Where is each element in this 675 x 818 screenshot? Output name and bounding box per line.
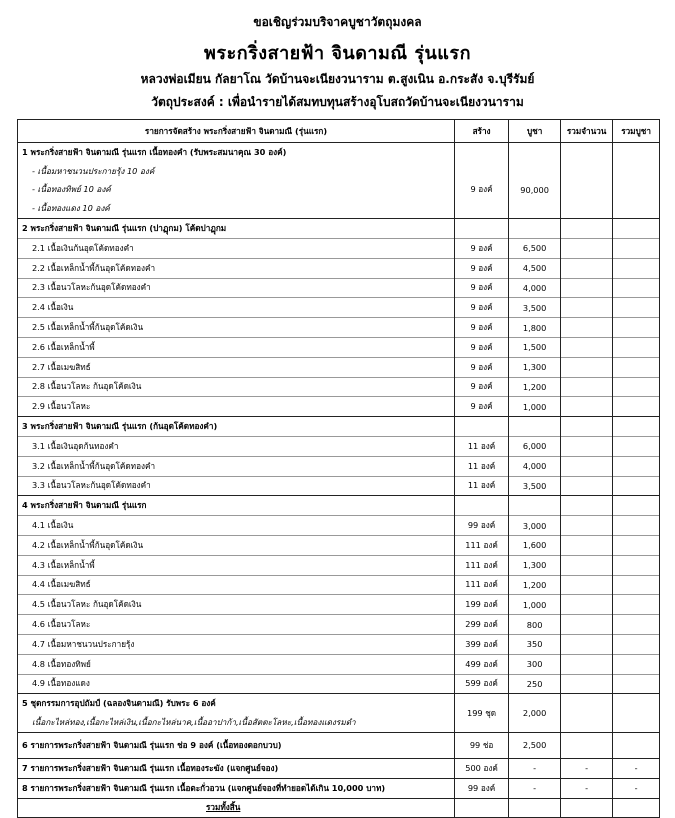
item-price: 1,500 [509,337,561,357]
item-total-price [613,516,660,536]
table-row [18,758,660,778]
group-title: 7 รายการพระกริ่งสายฟ้า จินดามณี รุ่นแรก เนื้อทองระฆัง (แจกศูนย์จอง) [18,758,455,778]
item-total-count [561,377,613,397]
table-row [18,615,660,635]
item-name: 2.5 เนื้อเหล็กน้ำพี้ก้นอุดโค้ดเงิน [18,318,455,338]
item-qty: 9 องค์ [455,162,509,219]
item-total-price [613,575,660,595]
table-row [18,634,660,654]
header-purpose: วัตถุประสงค์ : เพื่อนำรายได้สมทบทุนสร้างอุโบสถวัดบ้านจะเนียงวนาราม [151,95,524,109]
item-total-count [561,318,613,338]
item-qty: 11 องค์ [455,436,509,456]
item-qty: 99 ช่อ [455,732,509,758]
item-name: 2.3 เนื้อนวโลหะก้นอุดโค้ดทองคำ [18,278,455,298]
table-row [18,595,660,615]
item-qty: 111 องค์ [455,535,509,555]
item-total-count [561,535,613,555]
item-qty: 9 องค์ [455,377,509,397]
item-qty: 9 องค์ [455,258,509,278]
item-qty: 500 องค์ [455,758,509,778]
col-header-qty: สร้าง [455,120,509,143]
table-row [18,377,660,397]
item-total-price [613,298,660,318]
item-total-price [613,674,660,694]
item-total-count [561,634,613,654]
item-total-count [561,654,613,674]
total-row [18,798,660,818]
item-name: 4.5 เนื้อนวโลหะ ก้นอุดโค้ดเงิน [18,595,455,615]
item-qty: 111 องค์ [455,555,509,575]
item-total-count [561,575,613,595]
item-qty: 499 องค์ [455,654,509,674]
item-name: 3.2 เนื้อเหล็กน้ำพี้ก้นอุดโค้ดทองคำ [18,456,455,476]
item-price: 2,000 [509,694,561,733]
item-name: - เนื้อทองแดง 10 องค์ [18,199,455,218]
group-title: 1 พระกริ่งสายฟ้า จินดามณี รุ่นแรก เนื้อทองคำ (รับพระสมนาคุณ 30 องค์) [18,143,455,162]
item-total-count [561,555,613,575]
item-total-count: - [561,778,613,798]
item-price: 1,600 [509,535,561,555]
table-row [18,143,660,162]
table-row [18,436,660,456]
item-price: - [509,778,561,798]
item-total-price [613,258,660,278]
item-price: 4,000 [509,278,561,298]
table-row [18,298,660,318]
item-total-count: - [561,758,613,778]
item-price: - [509,758,561,778]
item-price: 300 [509,654,561,674]
item-price: 800 [509,615,561,635]
item-total-count [561,258,613,278]
table-row [18,555,660,575]
table-row [18,476,660,496]
table-row [18,732,660,758]
col-header-total-price: รวมบูชา [613,120,660,143]
header-line-1: ขอเชิญร่วมบริจาคบูชาวัตถุมงคล [253,15,422,29]
item-total-price [613,318,660,338]
item-name: เนื้อกะไหล่ทอง,เนื้อกะไหล่เงิน,เนื้อกะไหล่นาค,เนื้ออาปาก้า,เนื้อสัตตะโลหะ,เนื้อทองแดงรมดำ [18,713,455,732]
item-qty: 9 องค์ [455,337,509,357]
table-row [18,456,660,476]
item-total-price [613,654,660,674]
col-header-price: บูชา [509,120,561,143]
item-price: 3,500 [509,298,561,318]
item-qty: 9 องค์ [455,298,509,318]
group-title: 5 ชุดกรรมการอุปถัมป์ (ฉลองจินดามณี) รับพระ 6 องค์ [18,694,455,713]
item-name: 3.1 เนื้อเงินอุดก้นทองคำ [18,436,455,456]
item-name: - เนื้อทองทิพย์ 10 องค์ [18,181,455,200]
item-price: 1,000 [509,595,561,615]
item-price: 1,200 [509,575,561,595]
item-total-price [613,337,660,357]
item-total-count [561,456,613,476]
item-total-price: - [613,778,660,798]
item-price: 1,200 [509,377,561,397]
item-total-count [561,516,613,536]
item-total-price [613,456,660,476]
item-price: 6,000 [509,436,561,456]
table-row [18,535,660,555]
item-name: 2.7 เนื้อเมฆสิทธ์ [18,357,455,377]
item-qty: 9 องค์ [455,357,509,377]
item-name: 4.3 เนื้อเหล็กน้ำพี้ [18,555,455,575]
col-header-item: รายการจัดสร้าง พระกริ่งสายฟ้า จินดามณี (รุ่นแรก) [18,120,455,143]
item-total-count [561,436,613,456]
item-name: 4.9 เนื้อทองแดง [18,674,455,694]
group-title: 3 พระกริ่งสายฟ้า จินดามณี รุ่นแรก (ก้นอุดโค้ดทองคำ) [18,417,455,437]
table-row [18,417,660,437]
table-row [18,575,660,595]
table-row [18,516,660,536]
item-total-price [613,535,660,555]
item-qty: 11 องค์ [455,456,509,476]
table-row [18,219,660,239]
header-temple: หลวงพ่อเมียน กัลยาโณ วัดบ้านจะเนียงวนาราม ต.สูงเนิน อ.กระสัง จ.บุรีรัมย์ [140,72,535,86]
col-header-total-count: รวมจำนวน [561,120,613,143]
item-name: 4.4 เนื้อเมฆสิทธ์ [18,575,455,595]
item-name: 4.7 เนื้อมหาชนวนประกายรุ้ง [18,634,455,654]
item-price: 1,000 [509,397,561,417]
item-qty: 199 องค์ [455,595,509,615]
table-row [18,397,660,417]
item-price: 350 [509,634,561,654]
item-total-count [561,357,613,377]
item-name: 2.9 เนื้อนวโลหะ [18,397,455,417]
item-qty: 99 องค์ [455,516,509,536]
table-row [18,357,660,377]
item-name: 4.1 เนื้อเงิน [18,516,455,536]
item-price: 90,000 [509,162,561,219]
item-total-price: - [613,758,660,778]
item-name: 2.8 เนื้อนวโลหะ ก้นอุดโค้ดเงิน [18,377,455,397]
table-row [18,778,660,798]
donation-table [17,119,660,818]
table-row [18,162,660,181]
item-total-count [561,397,613,417]
item-qty: 99 องค์ [455,778,509,798]
table-row [18,278,660,298]
table-row [18,674,660,694]
item-name: 2.2 เนื้อเหล็กน้ำพี้ก้นอุดโค้ดทองคำ [18,258,455,278]
item-qty: 9 องค์ [455,397,509,417]
item-total-price [613,238,660,258]
item-qty: 199 ชุด [455,694,509,733]
table-row [18,238,660,258]
item-total-price [613,595,660,615]
group-title: 2 พระกริ่งสายฟ้า จินดามณี รุ่นแรก (ปาฏุกม) โค้ดปาฏุกม [18,219,455,239]
item-total-count [561,278,613,298]
item-qty: 9 องค์ [455,238,509,258]
item-price: 2,500 [509,732,561,758]
item-total-price [613,377,660,397]
item-total-count [561,298,613,318]
item-qty: 9 องค์ [455,278,509,298]
item-total-count [561,674,613,694]
item-price: 1,300 [509,357,561,377]
item-total-count [561,615,613,635]
item-total-price [613,278,660,298]
item-price: 4,500 [509,258,561,278]
table-row [18,654,660,674]
item-price: 3,500 [509,476,561,496]
item-name: 3.3 เนื้อนวโลหะก้นอุดโค้ดทองคำ [18,476,455,496]
item-total-count [561,238,613,258]
table-row [18,337,660,357]
item-total-count [561,476,613,496]
group-title: 6 รายการพระกริ่งสายฟ้า จินดามณี รุ่นแรก ช่อ 9 องค์ (เนื้อทองดอกบวบ) [18,732,455,758]
table-row [18,694,660,713]
item-name: 2.1 เนื้อเงินก้นอุดโค้ดทองคำ [18,238,455,258]
header-title: พระกริ่งสายฟ้า จินดามณี รุ่นแรก [204,43,471,64]
table-row [18,318,660,338]
total-label: รวมทั้งสิ้น [18,798,455,818]
item-qty: 599 องค์ [455,674,509,694]
item-qty: 111 องค์ [455,575,509,595]
item-total-price [613,436,660,456]
item-price: 250 [509,674,561,694]
item-qty: 11 องค์ [455,476,509,496]
table-row [18,258,660,278]
item-total-price [613,476,660,496]
item-price: 1,300 [509,555,561,575]
item-name: 4.6 เนื้อนวโลหะ [18,615,455,635]
item-price: 6,500 [509,238,561,258]
item-qty: 299 องค์ [455,615,509,635]
item-name: - เนื้อมหาชนวนประกายรุ้ง 10 องค์ [18,162,455,181]
item-qty: 399 องค์ [455,634,509,654]
item-name: 4.2 เนื้อเหล็กน้ำพี้ก้นอุดโค้ดเงิน [18,535,455,555]
item-name: 2.6 เนื้อเหล็กน้ำพี้ [18,337,455,357]
item-total-price [613,555,660,575]
item-qty: 9 องค์ [455,318,509,338]
table-row [18,496,660,516]
item-price: 3,000 [509,516,561,536]
item-total-price [613,357,660,377]
item-total-price [613,634,660,654]
item-name: 4.8 เนื้อทองทิพย์ [18,654,455,674]
group-title: 4 พระกริ่งสายฟ้า จินดามณี รุ่นแรก [18,496,455,516]
item-total-price [613,397,660,417]
item-total-count [561,337,613,357]
item-name: 2.4 เนื้อเงิน [18,298,455,318]
table-header-row [18,120,660,143]
group-title: 8 รายการพระกริ่งสายฟ้า จินดามณี รุ่นแรก เนื้อตะกั่วอวน (แจกศูนย์จองที่ทำยอดได้เกิน 10,000 บาท) [18,778,455,798]
item-price: 1,800 [509,318,561,338]
item-total-count [561,595,613,615]
item-price: 4,000 [509,456,561,476]
item-total-price [613,615,660,635]
